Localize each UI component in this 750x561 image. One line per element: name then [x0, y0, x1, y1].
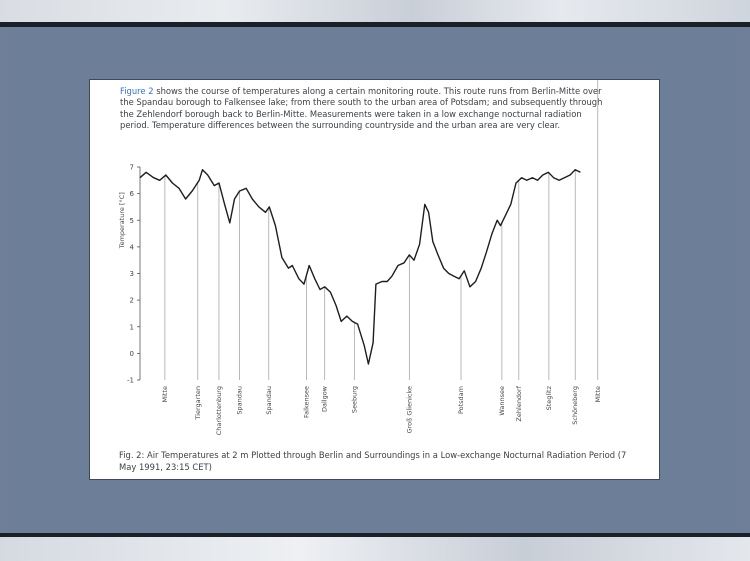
y-tick-label: 1 [129, 323, 134, 332]
y-tick-label: 3 [129, 270, 134, 278]
y-tick-label: 7 [129, 163, 134, 172]
y-tick-label: -1 [127, 376, 134, 385]
location-label: Mitte [160, 386, 169, 403]
location-label: Groß Glienicke [405, 386, 414, 434]
location-label: Spandau [264, 386, 273, 415]
temperature-line-chart [90, 80, 659, 479]
location-label: Falkensee [302, 386, 311, 418]
y-tick-label: 6 [129, 190, 134, 199]
location-label: Charlottenburg [214, 386, 223, 436]
y-tick-label: 5 [129, 216, 134, 225]
bottom-decorative-bar [0, 537, 750, 561]
intro-text: shows the course of temperatures along a certain monitoring route. This route runs from Berlin-Mitte over the Spandau borough to Falkensee lake; from there south to the urban area of Potsdam; and subsequently through the Zehlendorf borough back to Berlin-Mitte. Measurements were taken in a low exchange nocturnal radiation period. Temperature differences between the surrounding countryside and the urban area are very clear. [120, 86, 603, 131]
location-label: Spandau [235, 386, 244, 415]
y-tick-label: 4 [129, 243, 134, 252]
location-label: Tiergarten [193, 386, 202, 420]
figure-2-link[interactable]: Figure 2 [120, 86, 154, 96]
location-label: Dallgow [320, 386, 329, 413]
top-decorative-bar [0, 0, 750, 24]
y-tick-label: 0 [129, 349, 134, 358]
y-tick-label: 2 [129, 296, 134, 305]
location-label: Schöneberg [571, 386, 580, 425]
location-label: Mitte [593, 386, 602, 403]
location-label: Wannsee [497, 386, 506, 416]
location-label: Zehlendorf [514, 386, 523, 422]
location-label: Seeburg [350, 386, 359, 414]
location-label: Potsdam [457, 386, 466, 415]
y-axis-label: Temperature [°C] [118, 192, 126, 249]
temperature-series-line [140, 170, 580, 364]
figure-caption: Fig. 2: Air Temperatures at 2 m Plotted through Berlin and Surroundings in a Low-exchange Nocturnal Radiation Period (7 May 1991, 23:15 CET) [119, 450, 627, 472]
figure-page [89, 79, 660, 480]
location-label: Steglitz [544, 386, 553, 411]
